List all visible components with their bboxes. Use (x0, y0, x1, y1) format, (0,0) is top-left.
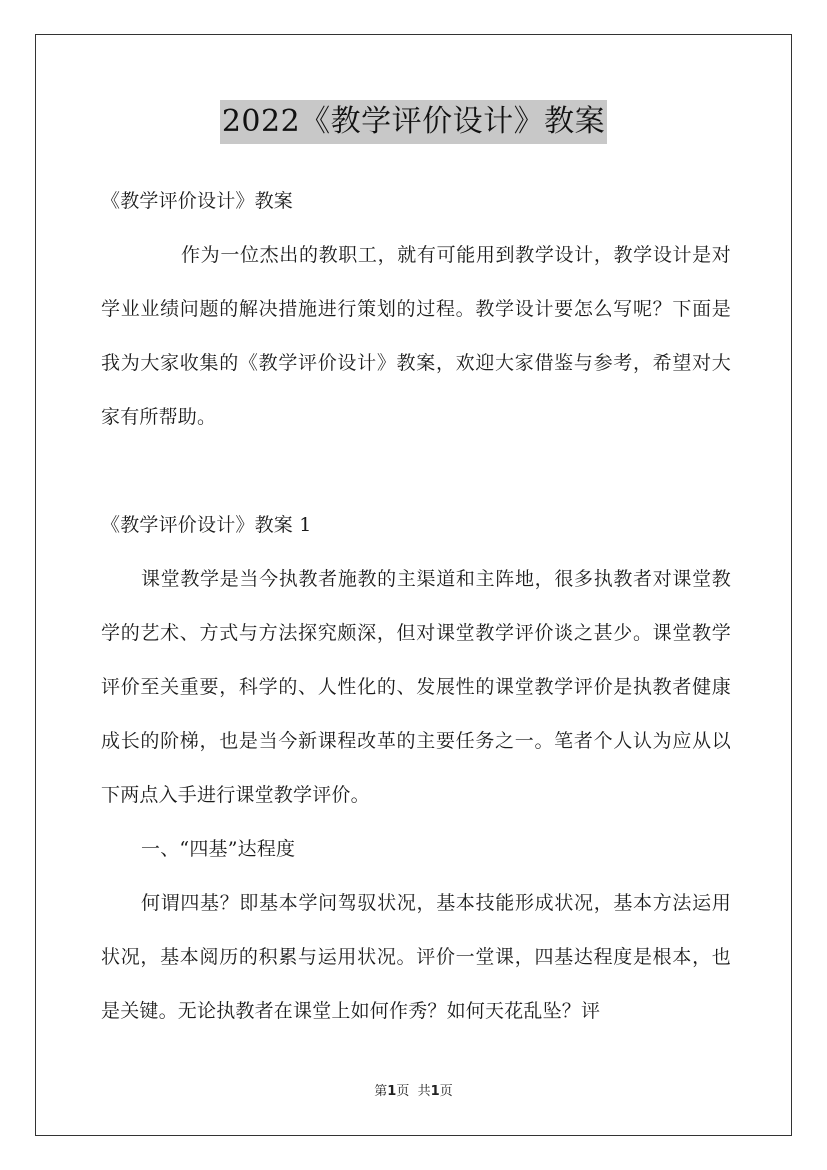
title-wrap (0, 100, 827, 144)
paragraph-intro: 作为一位杰出的教职工，就有可能用到教学设计，教学设计是对学业业绩问题的解决措施进行策划的过程。教学设计要怎么写呢？下面是我为大家收集的《教学评价设计》教案，欢迎大家借鉴与参考，希望对大家有所帮助。 (101, 244, 731, 428)
paragraph-body-1: 课堂教学是当今执教者施教的主渠道和主阵地，很多执教者对课堂教学的艺术、方式与方法探究颇深，但对课堂教学评价谈之甚少。课堂教学评价至关重要，科学的、人性化的、发展性的课堂教学评价是执教者健康成长的阶梯，也是当今新课程改革的主要任务之一。笔者个人认为应从以下两点入手进行课堂教学评价。 (101, 568, 731, 806)
section-heading: 《教学评价设计》教案 1 (101, 514, 312, 536)
paragraph-gap (101, 444, 731, 498)
paragraph-subtitle: 《教学评价设计》教案 (101, 190, 294, 212)
paragraph-body-2: 何谓四基？即基本学问驾驭状况，基本技能形成状况，基本方法运用状况，基本阅历的积累与运用状况。评价一堂课，四基达程度是根本，也是关键。无论执教者在课堂上如何作秀？如何天花乱坠？评 (101, 892, 731, 1022)
total-prefix: 共 (417, 1084, 431, 1099)
document-body (101, 174, 731, 1038)
total-pages: 1 (430, 1084, 440, 1099)
page-label-prefix: 第 (374, 1084, 388, 1099)
total-suffix: 页 (439, 1084, 453, 1099)
subsection-heading: 一、“四基”达程度 (141, 838, 296, 860)
page-number: 1 (387, 1084, 397, 1099)
page-label-suffix: 页 (396, 1084, 410, 1099)
document-title: 2022《教学评价设计》教案 (220, 100, 607, 144)
page-footer (0, 1083, 827, 1101)
